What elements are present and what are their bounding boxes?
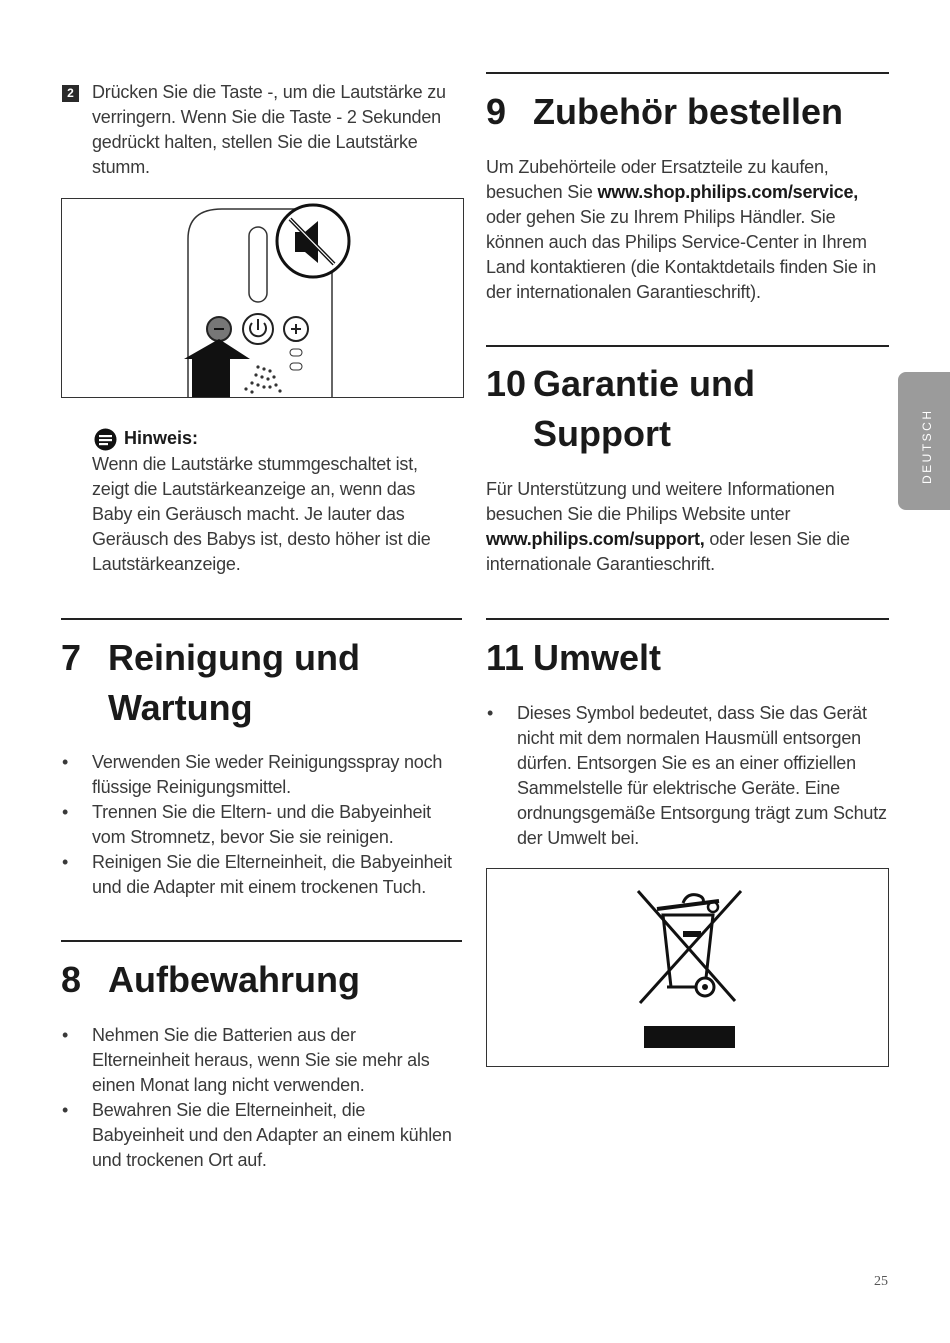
text-line: Lautstärkeanzeige. [92,554,241,574]
section-9-heading [486,87,889,137]
note-icon [94,428,117,451]
text-line: internationale Garantieschrift. [486,554,715,574]
crossed-out-bin-icon [487,869,888,1066]
list-item: • Nehmen Sie die Batterien aus der Elterneinheit heraus, wenn Sie sie mehr als einen Monat lang nicht verwenden. [62,1025,430,1095]
section-11-heading [486,633,889,683]
text-line: Drücken Sie die Taste -, um die Lautstärke zu [92,82,446,102]
section-rule [486,618,889,620]
note-text [92,452,462,577]
section-9-text [486,155,889,305]
bullet: • [487,703,494,723]
section-number: 11 [486,637,525,678]
section-8-list [61,1023,462,1173]
parent-unit-drawing [62,199,463,397]
section-rule [486,345,889,347]
text-line: oder gehen Sie zu Ihrem Philips Händler. Sie [486,207,836,227]
text-line: Wenn die Lautstärke stummgeschaltet ist, [92,454,418,474]
section-11-list [486,701,889,851]
text-line: verringern. Wenn Sie die Taste - 2 Sekunden [92,107,441,127]
text-line: stumm. [92,157,150,177]
section-rule [61,618,462,620]
text-line: besuchen Sie www.shop.philips.com/service, [486,182,859,202]
title-line: Support [533,413,671,454]
step-number-badge: 2 [62,85,79,102]
bullet: • [62,802,69,822]
bullet: • [62,1025,69,1045]
section-number: 10 [486,363,527,404]
text-line: können auch das Philips Service-Center in Ihrem [486,232,867,252]
section-title: Umwelt [533,637,662,678]
list-item: • Reinigen Sie die Elterneinheit, die Babyeinheit und die Adapter mit einem trockenen Tuch. [62,852,452,897]
language-tab-label: DEUTSCH [920,408,934,484]
list-item: • Bewahren Sie die Elterneinheit, die Babyeinheit und den Adapter an einem kühlen und trockenen Ort auf. [62,1100,452,1170]
section-rule [486,72,889,74]
title-line: Reinigung und [108,637,360,678]
section-10-heading [486,359,889,459]
section-10-text [486,477,889,577]
title-line: Wartung [108,687,253,728]
section-title: Aufbewahrung [108,959,360,1000]
text-line: besuchen Sie die Philips Website unter [486,504,791,524]
text-line: www.philips.com/support, oder lesen Sie die [486,529,850,549]
text-line: der internationalen Garantieschrift). [486,282,761,302]
support-link[interactable]: www.philips.com/support, [486,529,705,549]
section-number: 8 [61,959,82,1000]
text-line: Um Zubehörteile oder Ersatzteile zu kaufen, [486,157,829,177]
list-item: • Verwenden Sie weder Reinigungsspray noch flüssige Reinigungsmittel. [62,752,443,797]
list-item: • Trennen Sie die Eltern- und die Babyeinheit vom Stromnetz, bevor Sie sie reinigen. [62,802,431,847]
section-7-list [61,750,462,900]
section-title [108,633,360,733]
text-line: Geräusch des Babys ist, desto höher ist die [92,529,431,549]
text-line: zeigt die Lautstärkeanzeige an, wenn das [92,479,416,499]
bullet: • [62,1100,69,1120]
section-8-heading [61,955,462,1005]
device-illustration [61,198,464,398]
weee-symbol-box [486,868,889,1067]
section-rule [61,940,462,942]
page-number: 25 [874,1274,888,1289]
section-title: Zubehör bestellen [533,91,844,132]
bullet: • [62,752,69,772]
shop-link[interactable]: www.shop.philips.com/service, [597,182,859,202]
section-number: 7 [61,637,82,678]
section-title [533,359,755,459]
text-line: gedrückt halten, stellen Sie die Lautstärke [92,132,418,152]
note-box [92,426,462,577]
text-line: Land kontaktieren (die Kontaktdetails finden Sie in [486,257,877,277]
section-number: 9 [486,91,507,132]
list-item: • Dieses Symbol bedeutet, dass Sie das Gerät nicht mit dem normalen Hausmüll entsorgen dürfen. Entsorgen Sie es an einer offiziellen Sammelstelle für elektrische Geräte. Eine ordnungsgemäße Entsorgung trägt zum Schutz der Umwelt bei. [487,703,887,848]
section-7-heading [61,633,462,733]
note-title: Hinweis: [124,428,199,448]
bullet: • [62,852,69,872]
title-line: Garantie und [533,363,756,404]
language-tab [898,372,950,510]
step-2-text [92,80,462,180]
text-line: Baby ein Geräusch macht. Je lauter das [92,504,405,524]
text-line: Für Unterstützung und weitere Informationen [486,479,835,499]
